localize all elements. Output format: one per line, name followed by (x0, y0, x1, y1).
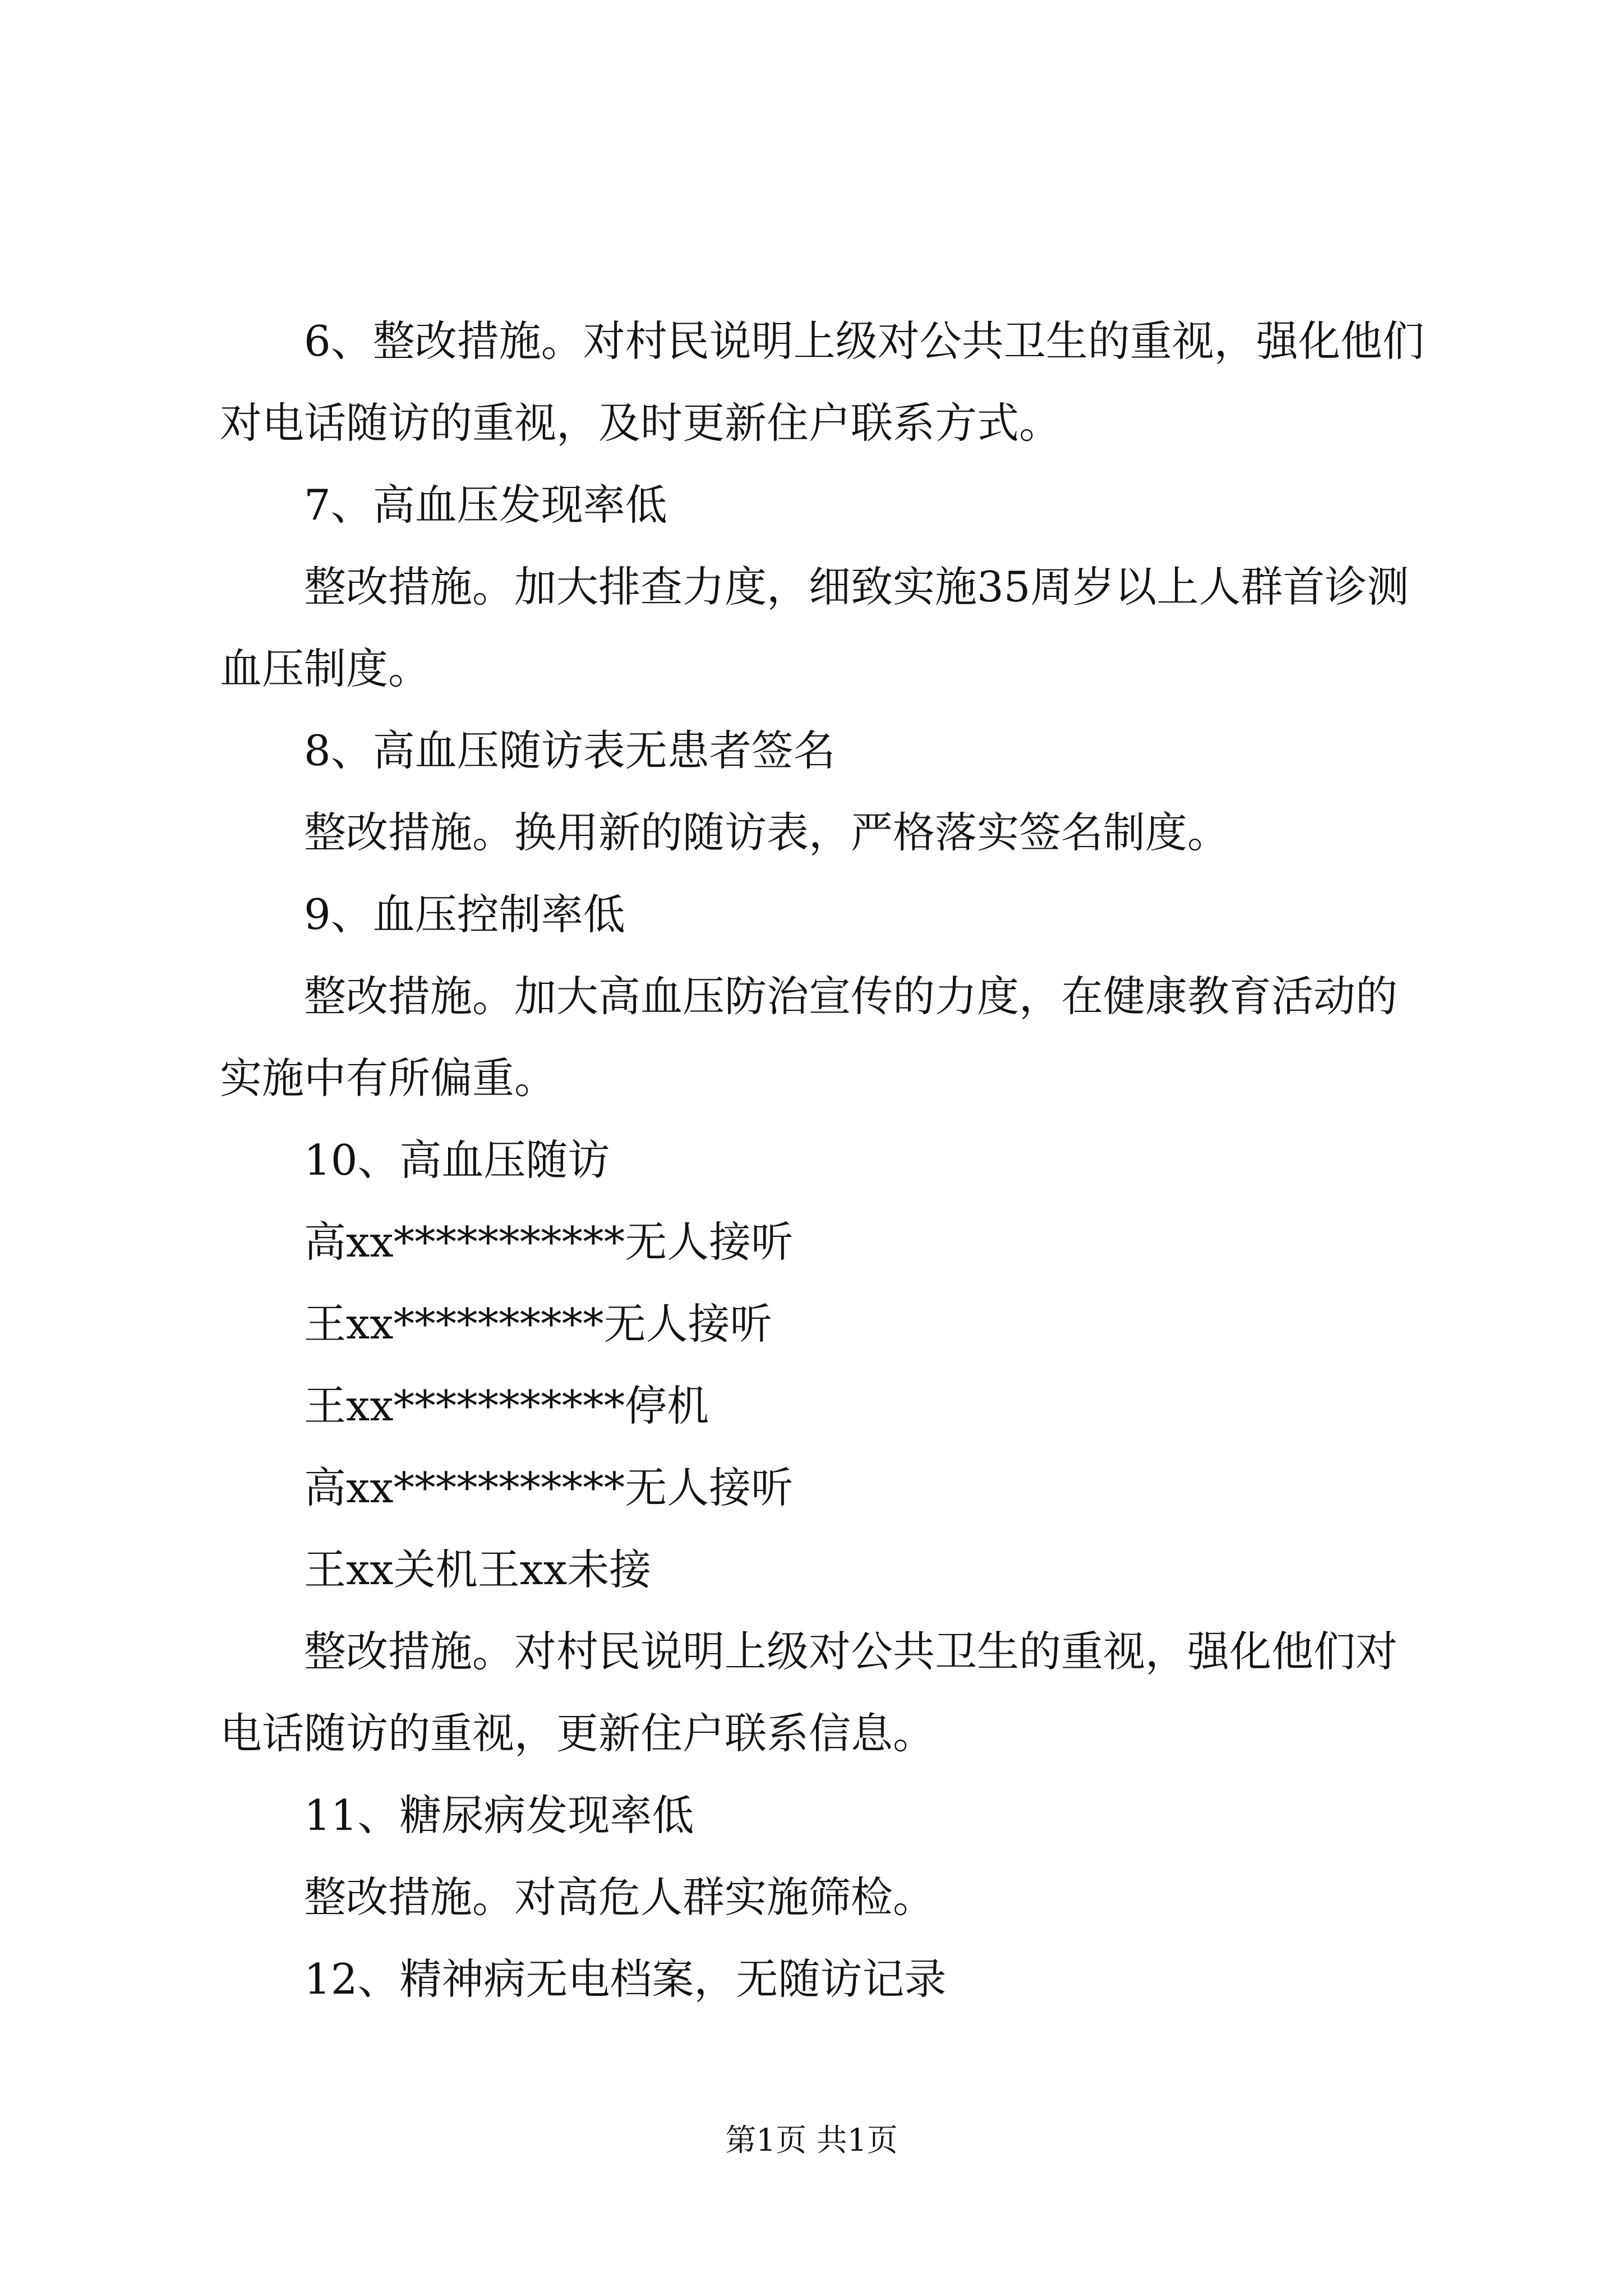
call-record-line: 王xx关机王xx未接 (304, 1545, 652, 1594)
paragraph-item-11-measure: 整改措施。对高危人群实施筛检。 (304, 1872, 935, 1922)
paragraph-item-8-measure: 整改措施。换用新的随访表，严格落实签名制度。 (304, 808, 1230, 857)
paragraph-item-11-heading: 11、糖尿病发现率低 (304, 1791, 694, 1840)
paragraph-item-10-measure: 整改措施。对村民说明上级对公共卫生的重视，强化他们对电话随访的重视，更新住户联系信息。 (220, 1627, 1398, 1758)
call-record-line: 高xx***********无人接听 (304, 1463, 794, 1512)
call-record-line: 王xx**********无人接听 (304, 1299, 772, 1349)
page-number-label: 第1页 共1页 (725, 2122, 898, 2158)
call-record-line: 高xx***********无人接听 (304, 1217, 794, 1267)
paragraph-item-7-measure: 整改措施。加大排查力度，细致实施35周岁以上人群首诊测血压制度。 (220, 562, 1409, 693)
page-footer (0, 2120, 1623, 2160)
call-record-line: 王xx***********停机 (304, 1381, 709, 1430)
paragraph-item-6-measure: 6、整改措施。对村民说明上级对公共卫生的重视，强化他们对电话随访的重视，及时更新住户联系方式。 (220, 316, 1424, 448)
paragraph-item-9-heading: 9、血压控制率低 (304, 890, 625, 939)
paragraph-item-10-heading: 10、高血压随访 (304, 1135, 610, 1185)
paragraph-item-9-measure: 整改措施。加大高血压防治宣传的力度，在健康教育活动的实施中有所偏重。 (220, 972, 1398, 1103)
document-body (220, 300, 1434, 2020)
paragraph-item-7-heading: 7、高血压发现率低 (304, 480, 667, 530)
paragraph-item-12-heading: 12、精神病无电档案，无随访记录 (304, 1954, 947, 2004)
paragraph-item-8-heading: 8、高血压随访表无患者签名 (304, 726, 836, 775)
